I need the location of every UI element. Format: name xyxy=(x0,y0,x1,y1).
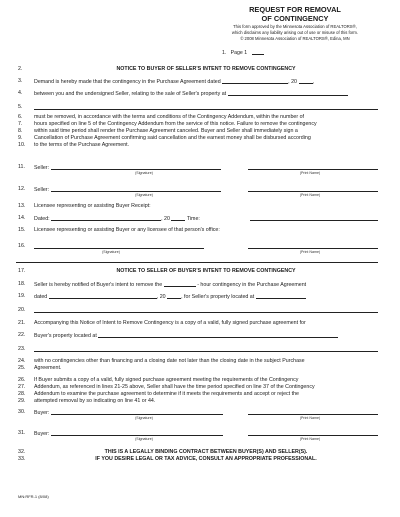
receipt-time-field[interactable] xyxy=(250,215,378,221)
receipt-year-field[interactable] xyxy=(171,215,185,221)
printname-caption: (Print Name) xyxy=(299,250,321,254)
seller2-signature-field[interactable] xyxy=(51,186,221,192)
signature-caption: (Signature) xyxy=(135,416,153,420)
property-continued2-field[interactable] xyxy=(34,307,378,313)
printname-caption: (Print Name) xyxy=(299,193,321,197)
copyright-note: © 2008 Minnesota Association of REALTORS®, Edina, MN xyxy=(240,36,350,42)
disclaimer-note: which disclaims any liability arising out of use or misuse of this form. xyxy=(231,30,359,36)
printname-caption: (Print Name) xyxy=(299,416,321,420)
section-divider xyxy=(16,262,378,263)
licensee-printname-field[interactable] xyxy=(248,243,378,249)
signature-caption: (Signature) xyxy=(102,250,120,254)
buyer-property-field[interactable] xyxy=(98,332,338,338)
buyer1-signature-field[interactable] xyxy=(51,409,223,415)
signature-caption: (Signature) xyxy=(135,171,153,175)
buyer1-printname-field[interactable] xyxy=(248,409,378,415)
approval-note: This form approved by the Minnesota Association of REALTORS®, xyxy=(233,24,357,30)
seller1-printname-field[interactable] xyxy=(248,164,378,170)
signature-caption: (Signature) xyxy=(135,437,153,441)
form-header xyxy=(210,6,380,41)
form-title-line1: REQUEST FOR REMOVAL xyxy=(249,5,341,14)
page-blank[interactable] xyxy=(252,49,264,55)
buyer2-printname-field[interactable] xyxy=(248,430,378,436)
seller-property-field[interactable] xyxy=(228,90,348,96)
legal-advice-notice: IF YOU DESIRE LEGAL OR TAX ADVICE, CONSULT AN APPROPRIATE PROFESSIONAL. xyxy=(95,456,317,462)
buyer-property-continued-field[interactable] xyxy=(34,346,378,352)
licensee-signature-field[interactable] xyxy=(34,243,204,249)
line-number: 1. xyxy=(222,50,227,56)
property-continued-field[interactable] xyxy=(34,104,378,110)
printname-caption: (Print Name) xyxy=(299,171,321,175)
receipt-date-field[interactable] xyxy=(51,215,161,221)
page-label: Page 1 xyxy=(230,50,248,56)
page-indicator xyxy=(222,49,264,56)
section2-heading: NOTICE TO SELLER OF BUYER'S INTENT TO REMOVE CONTINGENCY xyxy=(116,268,296,274)
pa-year-field[interactable] xyxy=(299,78,313,84)
signature-caption: (Signature) xyxy=(135,193,153,197)
binding-contract-notice: THIS IS A LEGALLY BINDING CONTRACT BETWEEN BUYER(S) AND SELLER(S). xyxy=(104,449,308,455)
agreement-date-field[interactable] xyxy=(49,293,157,299)
buyer2-signature-field[interactable] xyxy=(51,430,223,436)
seller2-printname-field[interactable] xyxy=(248,186,378,192)
printname-caption: (Print Name) xyxy=(299,437,321,441)
contingency-hours-field[interactable] xyxy=(164,281,196,287)
form-code: MN:RFR-1 (8/08) xyxy=(18,494,49,499)
form-title-line2: OF CONTINGENCY xyxy=(261,13,329,23)
section1-heading: NOTICE TO BUYER OF SELLER'S INTENT TO REMOVE CONTINGENCY xyxy=(116,66,296,72)
agreement-year-field[interactable] xyxy=(167,293,181,299)
form-page: REQUEST FOR REMOVAL OF CONTINGENCY This form approved by the Minnesota Association of REALTORS®, which disclaims any liability arising out of use or misuse of this form. © 2008 Minnesota Association of REALTORS®, Edina, MN 1. Page 1 2. NOTICE TO BUYER OF SELLER'S INTENT TO REMOVE CONTINGENCY 3. Demand is hereby made that the contingency in the Purchase Agreement dated , 20 , 4. between you and the undersigned Seller, relating to the sale of Seller's property at 5. 6. must be removed, in accordance with the terms and conditions of the Contingency Addendum, within the number of 7. hours specified on line 5 of the Contingency Addendum from the service of this notice. Failure to remove the contingency 8. within said time period shall render the Purchase Agreement canceled. Buyer and Seller shall immediately sign a 9. Cancellation of Purchase Agreement confirming said cancellation and the earnest money shall be disbursed according 10. to the terms of the Purchase Agreement. 11. Seller: (Signature) (Print Name) 12. Seller: (Signature) (Print Name) 13. Licensee representing or assisting Buyer Receipt: 14. Dated: , 20 Time: 15. Licensee representing or assisting Buyer or any licensee of that person's office: 16. (Signature) (Print Name) 17. NOTICE TO SELLER OF BUYER'S INTENT TO REMOVE CONTINGENCY 18. Seller is hereby notified of Buyer's intent to remove the - hour contingency in the Purchase Agreement 19. dated , 20 , for Seller's property located at 20. 21. Accompanying this Notice of Intent to Remove Contingency is a copy of a valid, fully signed purchase agreement for 22. Buyer's property located at 23. 24. with no contingencies other than financing and a closing date not later than the closing date in the subject Purchase 25. Agreement. 26. If Buyer submits a copy of a valid, fully signed purchase agreement meeting the requirements of the Contingency 27. Addendum, as referenced in lines 21-25 above, Seller shall have the time period specified on line 37 of the Contingency 28. Addendum to examine the purchase agreement to determine if it meets the requirements and accept or reject the 29. attempted removal by so indicating on line 41 or 44. 30. Buyer: (Signature) (Print Name) 31. Buyer: (Signature) (Print Name) 32. THIS IS A LEGALLY BINDING CONTRACT BETWEEN BUYER(S) AND SELLER(S). 33. IF YOU DESIRE LEGAL OR TAX ADVICE, CONSULT AN APPROPRIATE PROFESSIONAL. MN:RFR-1 (8/08) xyxy=(0,0,400,517)
seller1-signature-field[interactable] xyxy=(51,164,221,170)
pa-date-field[interactable] xyxy=(222,78,288,84)
seller-property2-field[interactable] xyxy=(256,293,306,299)
